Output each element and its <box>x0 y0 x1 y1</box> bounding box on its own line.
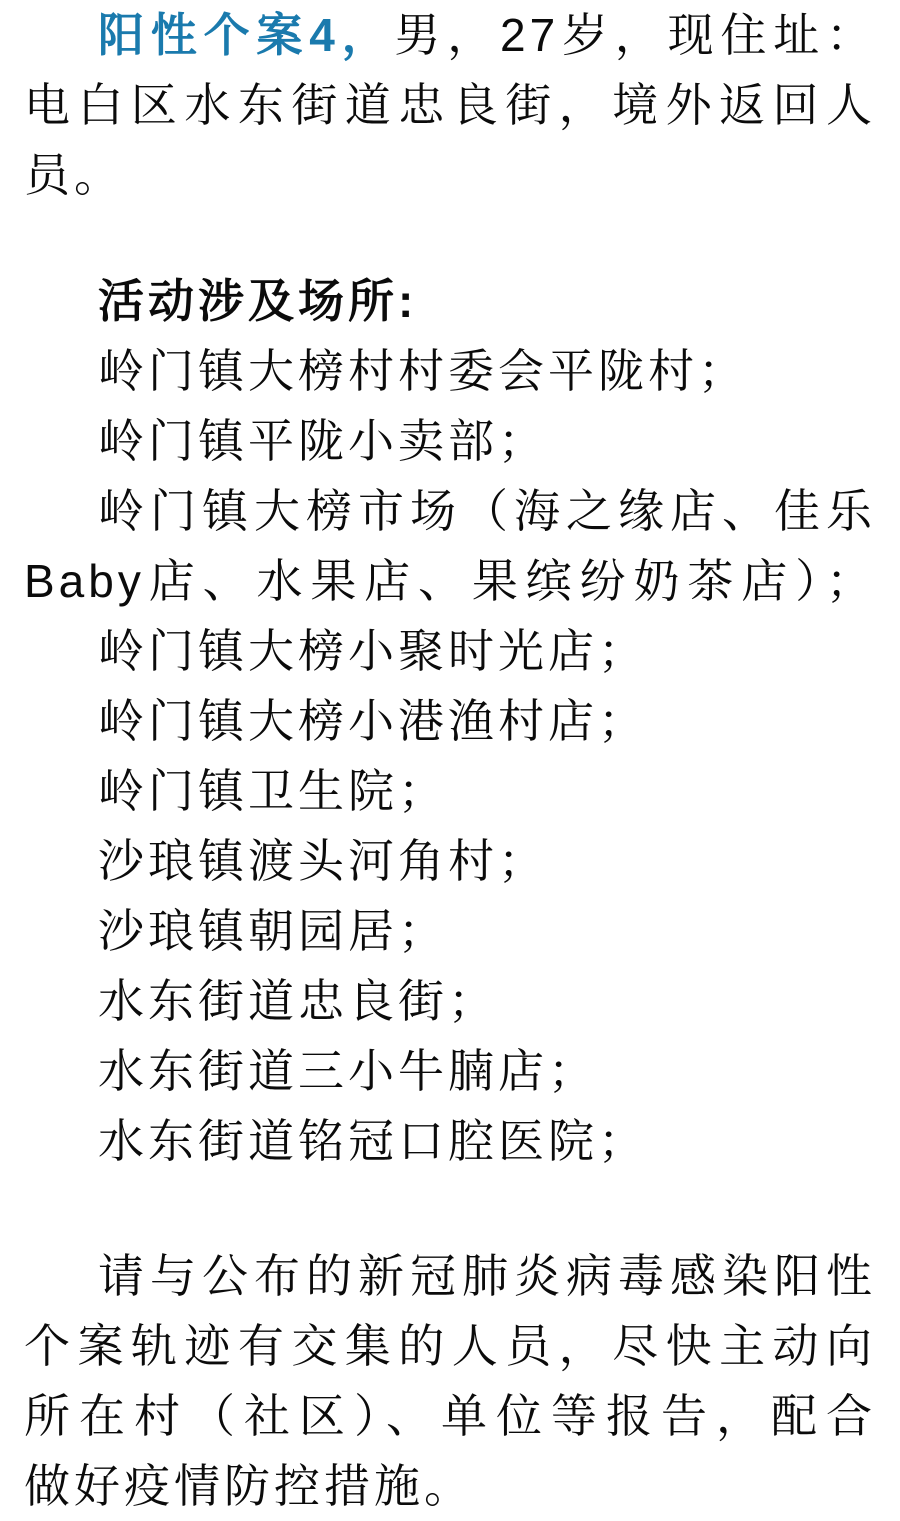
notice-line: 做好疫情防控措施。 <box>24 1460 474 1512</box>
notice-line: 个案轨迹有交集的人员，尽快主动向 <box>24 1320 876 1372</box>
venue-line-wrap: Baby店、水果店、果缤纷奶茶店）； <box>24 555 876 607</box>
venues-heading: 活动涉及场所: <box>98 275 418 327</box>
venue-line: 岭门镇大榜村村委会平陇村； <box>98 345 748 397</box>
venues-list <box>24 336 876 1176</box>
venue-line: 岭门镇大榜小港渔村店； <box>98 695 648 747</box>
notice-paragraph <box>24 1241 876 1521</box>
case-intro-paragraph <box>24 0 876 210</box>
venue-line: 沙琅镇渡头河角村； <box>98 835 548 887</box>
venue-line: 岭门镇大榜市场（海之缘店、佳乐 <box>98 485 876 537</box>
venue-line: 岭门镇大榜小聚时光店； <box>98 625 648 677</box>
venue-line: 沙琅镇朝园居； <box>98 905 448 957</box>
venue-line: 岭门镇卫生院； <box>98 765 448 817</box>
venue-line: 岭门镇平陇小卖部； <box>98 415 548 467</box>
notice-line: 所在村（社区）、单位等报告，配合 <box>24 1390 876 1442</box>
venue-line: 水东街道铭冠口腔医院； <box>98 1115 648 1167</box>
venue-line: 水东街道三小牛腩店； <box>98 1045 598 1097</box>
case-intro-line-3: 员。 <box>24 149 124 201</box>
notice-line: 请与公布的新冠肺炎病毒感染阳性 <box>98 1250 876 1302</box>
venue-line: 水东街道忠良街； <box>98 975 498 1027</box>
case-intro-line-1 <box>24 0 876 70</box>
case-number-label: 阳性个案4， <box>98 9 395 61</box>
case-intro-line-2: 电白区水东街道忠良街，境外返回人 <box>24 79 876 131</box>
case-intro-line-1-rest: 男，27岁，现住址： <box>394 9 876 61</box>
